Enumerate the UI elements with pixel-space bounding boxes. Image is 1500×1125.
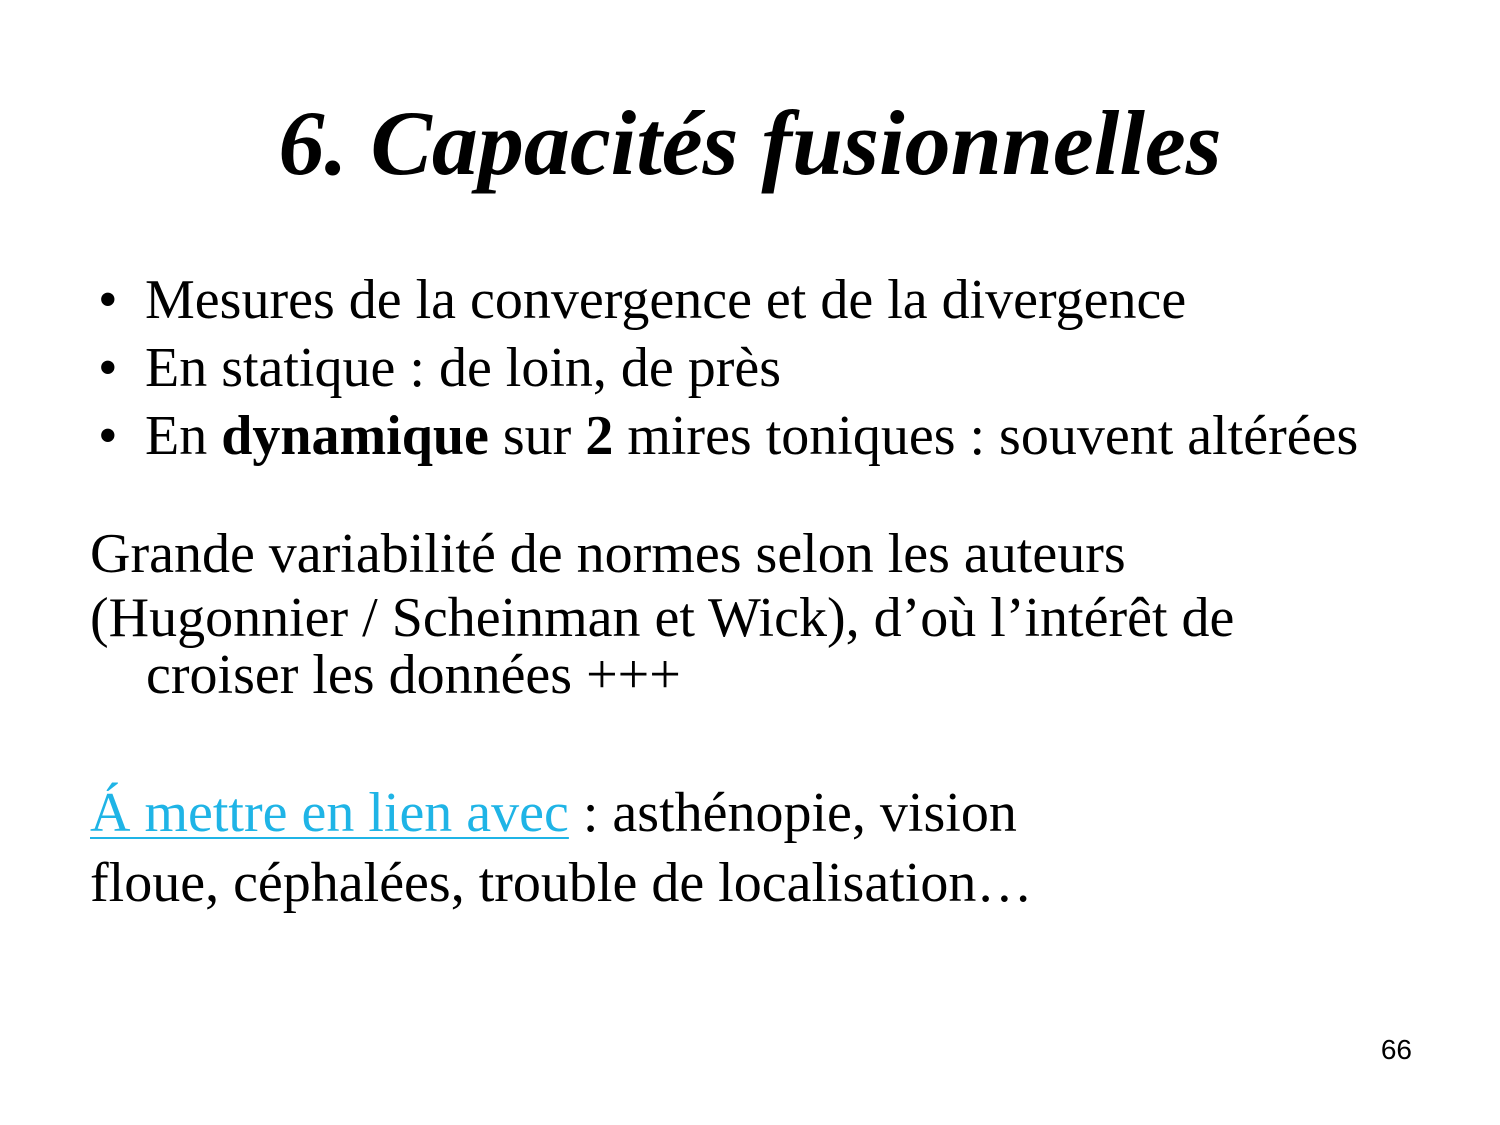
link-mettre-en-lien[interactable]: Á mettre en lien avec [90, 782, 569, 844]
paragraph-line: floue, céphalées, trouble de localisation… [90, 852, 1033, 914]
bullet-list [98, 266, 1478, 470]
paragraph-line: Grande variabilité de normes selon les auteurs [90, 523, 1126, 585]
page-number: 66 [1380, 1034, 1412, 1065]
bullet-bold-number: 2 [585, 405, 614, 467]
bullet-text-part: En [145, 405, 222, 467]
paragraph-text: : asthénopie, vision [568, 782, 1017, 844]
paragraph-line [90, 778, 1440, 848]
bullet-bold-dynamique: dynamique [221, 405, 489, 467]
bullet-item [98, 334, 1478, 402]
paragraph-line-indented: croiser les données +++ [146, 644, 681, 706]
paragraph-line: (Hugonnier / Scheinman et Wick), d’où l’intérêt de [90, 587, 1235, 649]
bullet-text: Mesures de la convergence et de la divergence [145, 269, 1187, 331]
bullet-dot: • [98, 269, 118, 331]
bullet-text-part: mires toniques : souvent altérées [613, 405, 1359, 467]
bullet-text: En statique : de loin, de près [145, 337, 782, 399]
bullet-item [98, 402, 1478, 470]
related-symptoms-paragraph [90, 778, 1440, 918]
variability-paragraph [90, 522, 1440, 706]
slide-title: 6. Capacités fusionnelles [278, 92, 1222, 194]
bullet-dot: • [98, 405, 118, 467]
bullet-dot: • [98, 337, 118, 399]
bullet-item [98, 266, 1478, 334]
bullet-text-part: sur [488, 405, 586, 467]
